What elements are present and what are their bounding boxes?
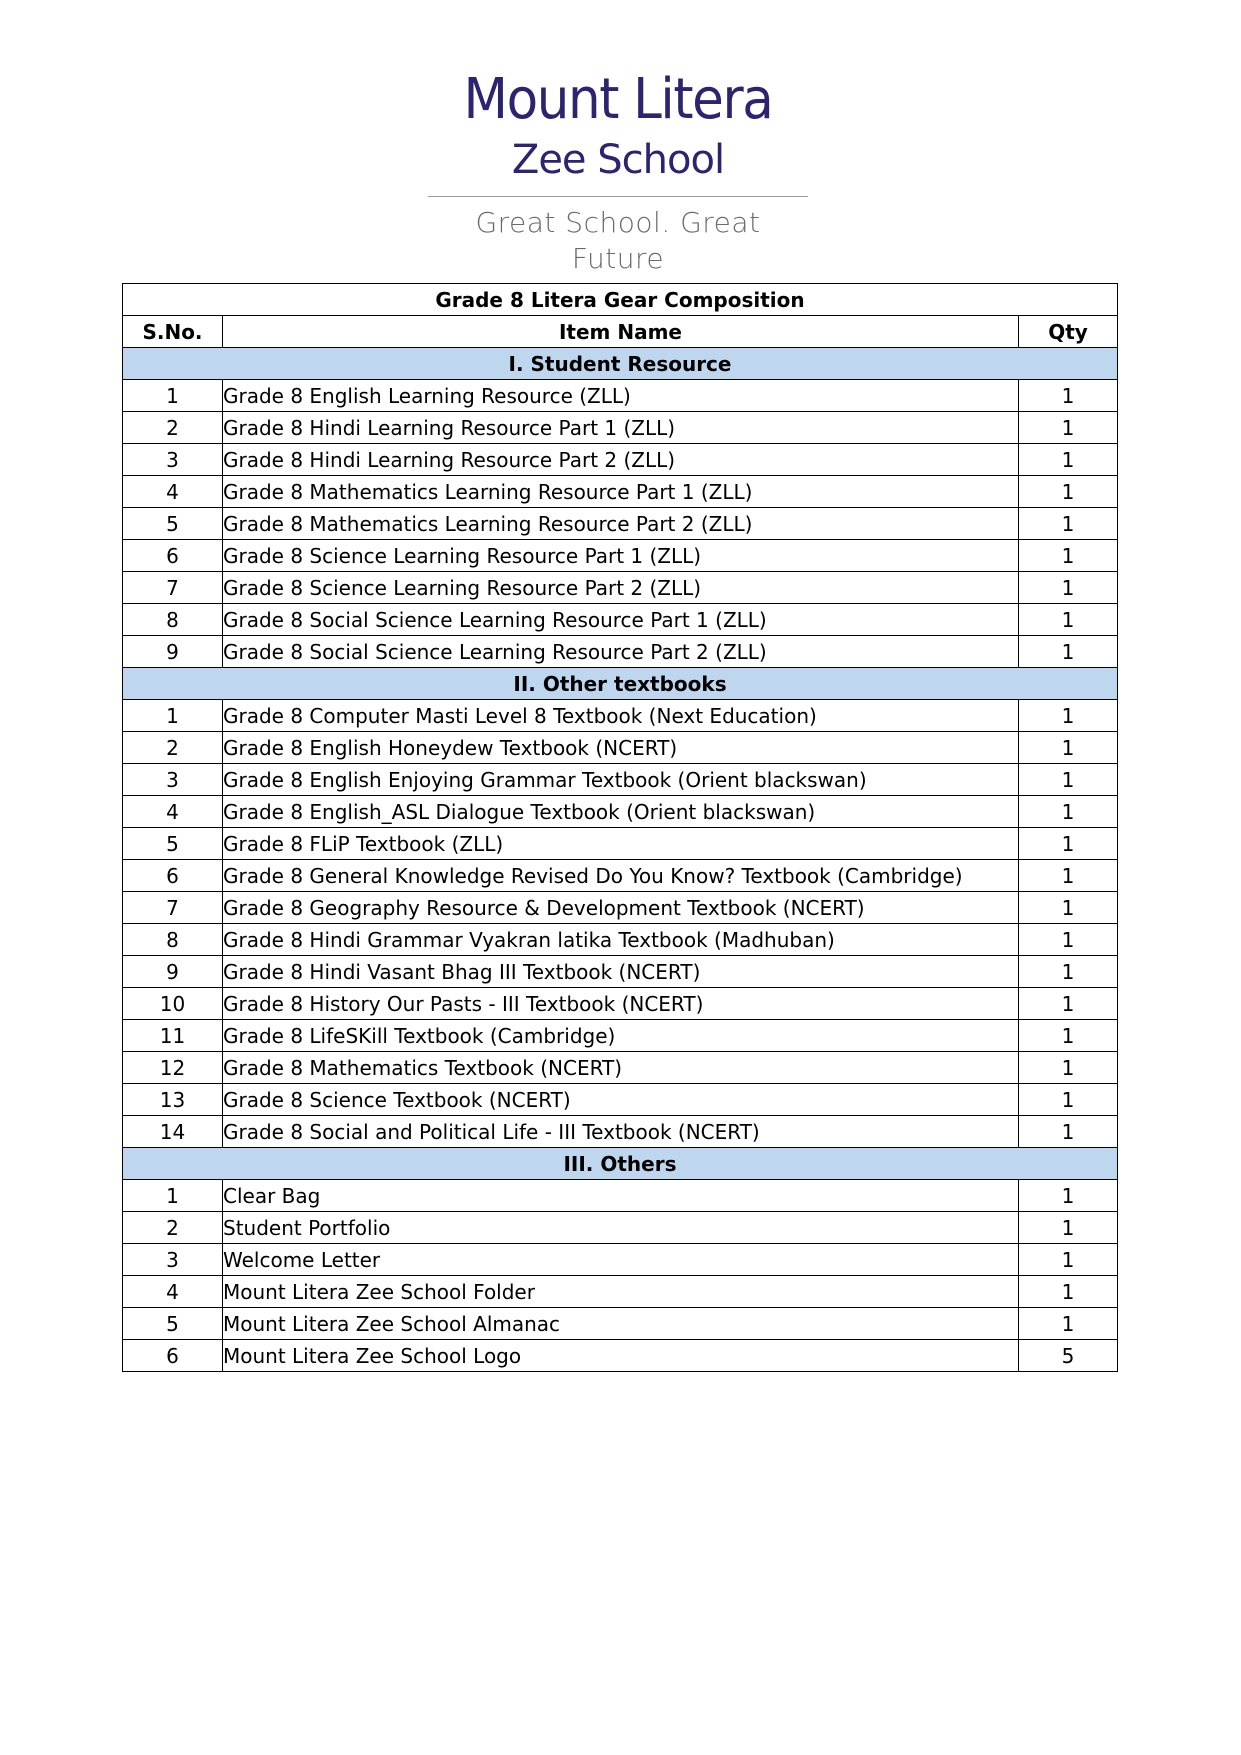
table-row [123, 732, 1118, 764]
row-sno: 3 [123, 764, 223, 796]
row-qty: 1 [1018, 796, 1117, 828]
row-qty: 1 [1018, 732, 1117, 764]
row-sno: 2 [123, 732, 223, 764]
row-qty: 5 [1018, 1340, 1117, 1372]
logo-divider [428, 196, 808, 197]
row-sno: 6 [123, 860, 223, 892]
row-sno: 11 [123, 1020, 223, 1052]
table-row [123, 1212, 1118, 1244]
row-item-name: Grade 8 Science Learning Resource Part 1 (ZLL) [223, 540, 1019, 572]
row-sno: 5 [123, 1308, 223, 1340]
row-sno: 1 [123, 700, 223, 732]
row-item-name: Grade 8 Mathematics Textbook (NCERT) [223, 1052, 1019, 1084]
row-qty: 1 [1018, 764, 1117, 796]
table-row [123, 604, 1118, 636]
table-row [123, 1020, 1118, 1052]
row-item-name: Clear Bag [223, 1180, 1019, 1212]
table-row [123, 1180, 1118, 1212]
table-row [123, 828, 1118, 860]
section-heading: III. Others [123, 1148, 1118, 1180]
table-row [123, 1116, 1118, 1148]
row-sno: 5 [123, 508, 223, 540]
table-body [123, 348, 1118, 1372]
row-qty: 1 [1018, 1212, 1117, 1244]
row-qty: 1 [1018, 924, 1117, 956]
row-sno: 2 [123, 1212, 223, 1244]
table-row [123, 860, 1118, 892]
table-row [123, 796, 1118, 828]
row-qty: 1 [1018, 1052, 1117, 1084]
table-row [123, 892, 1118, 924]
table-row [123, 1308, 1118, 1340]
table-row [123, 924, 1118, 956]
table-row [123, 1244, 1118, 1276]
table-row [123, 700, 1118, 732]
logo-name-line2: Zee School [511, 137, 725, 183]
row-qty: 1 [1018, 988, 1117, 1020]
table-row [123, 412, 1118, 444]
row-qty: 1 [1018, 860, 1117, 892]
table-row [123, 572, 1118, 604]
row-item-name: Grade 8 Computer Masti Level 8 Textbook (Next Education) [223, 700, 1019, 732]
row-qty: 1 [1018, 1020, 1117, 1052]
row-item-name: Grade 8 Hindi Learning Resource Part 1 (ZLL) [223, 412, 1019, 444]
section-heading: II. Other textbooks [123, 668, 1118, 700]
section-heading-row [123, 1148, 1118, 1180]
row-item-name: Grade 8 Mathematics Learning Resource Part 1 (ZLL) [223, 476, 1019, 508]
row-item-name: Grade 8 Mathematics Learning Resource Part 2 (ZLL) [223, 508, 1019, 540]
table-row [123, 508, 1118, 540]
table-row [123, 380, 1118, 412]
row-qty: 1 [1018, 572, 1117, 604]
section-heading-row [123, 668, 1118, 700]
row-qty: 1 [1018, 892, 1117, 924]
row-sno: 2 [123, 412, 223, 444]
section-heading-row [123, 348, 1118, 380]
row-sno: 4 [123, 796, 223, 828]
row-qty: 1 [1018, 828, 1117, 860]
row-item-name: Grade 8 Social Science Learning Resource Part 1 (ZLL) [223, 604, 1019, 636]
logo-tagline: Great School. Great Future [475, 206, 761, 275]
row-sno: 10 [123, 988, 223, 1020]
table-row [123, 444, 1118, 476]
row-qty: 1 [1018, 476, 1117, 508]
table-title-row [123, 284, 1118, 316]
row-sno: 4 [123, 1276, 223, 1308]
row-qty: 1 [1018, 1180, 1117, 1212]
school-logo [428, 67, 808, 275]
row-sno: 3 [123, 1244, 223, 1276]
section-heading: I. Student Resource [123, 348, 1118, 380]
row-sno: 4 [123, 476, 223, 508]
row-item-name: Welcome Letter [223, 1244, 1019, 1276]
row-item-name: Grade 8 General Knowledge Revised Do You Know? Textbook (Cambridge) [223, 860, 1019, 892]
row-qty: 1 [1018, 412, 1117, 444]
row-item-name: Mount Litera Zee School Almanac [223, 1308, 1019, 1340]
table-row [123, 1084, 1118, 1116]
row-qty: 1 [1018, 1244, 1117, 1276]
row-qty: 1 [1018, 508, 1117, 540]
row-sno: 14 [123, 1116, 223, 1148]
table-row [123, 956, 1118, 988]
row-item-name: Grade 8 Geography Resource & Development Textbook (NCERT) [223, 892, 1019, 924]
row-sno: 5 [123, 828, 223, 860]
gear-composition-table [122, 283, 1118, 1372]
table-row [123, 1276, 1118, 1308]
column-header-sno: S.No. [123, 316, 223, 348]
row-item-name: Grade 8 Hindi Grammar Vyakran latika Textbook (Madhuban) [223, 924, 1019, 956]
table-title: Grade 8 Litera Gear Composition [123, 284, 1118, 316]
row-item-name: Grade 8 Social and Political Life - III Textbook (NCERT) [223, 1116, 1019, 1148]
row-qty: 1 [1018, 700, 1117, 732]
row-qty: 1 [1018, 956, 1117, 988]
table-row [123, 764, 1118, 796]
row-item-name: Grade 8 English Enjoying Grammar Textbook (Orient blackswan) [223, 764, 1019, 796]
row-qty: 1 [1018, 604, 1117, 636]
row-item-name: Student Portfolio [223, 1212, 1019, 1244]
row-qty: 1 [1018, 444, 1117, 476]
row-sno: 8 [123, 924, 223, 956]
row-sno: 12 [123, 1052, 223, 1084]
row-sno: 7 [123, 892, 223, 924]
row-item-name: Grade 8 English Honeydew Textbook (NCERT) [223, 732, 1019, 764]
row-sno: 9 [123, 956, 223, 988]
row-item-name: Mount Litera Zee School Folder [223, 1276, 1019, 1308]
table-row [123, 636, 1118, 668]
column-header-qty: Qty [1018, 316, 1117, 348]
row-item-name: Grade 8 Science Textbook (NCERT) [223, 1084, 1019, 1116]
row-item-name: Grade 8 FLiP Textbook (ZLL) [223, 828, 1019, 860]
row-qty: 1 [1018, 1276, 1117, 1308]
row-item-name: Mount Litera Zee School Logo [223, 1340, 1019, 1372]
row-sno: 6 [123, 1340, 223, 1372]
row-qty: 1 [1018, 380, 1117, 412]
row-sno: 1 [123, 1180, 223, 1212]
table-row [123, 476, 1118, 508]
row-item-name: Grade 8 LifeSKill Textbook (Cambridge) [223, 1020, 1019, 1052]
row-sno: 13 [123, 1084, 223, 1116]
row-sno: 3 [123, 444, 223, 476]
row-sno: 7 [123, 572, 223, 604]
table-row [123, 540, 1118, 572]
table-row [123, 1052, 1118, 1084]
row-item-name: Grade 8 Social Science Learning Resource Part 2 (ZLL) [223, 636, 1019, 668]
column-header-item: Item Name [223, 316, 1019, 348]
row-sno: 9 [123, 636, 223, 668]
row-item-name: Grade 8 Hindi Learning Resource Part 2 (ZLL) [223, 444, 1019, 476]
table-header-row [123, 316, 1118, 348]
table-row [123, 988, 1118, 1020]
row-qty: 1 [1018, 1116, 1117, 1148]
row-sno: 8 [123, 604, 223, 636]
row-item-name: Grade 8 Science Learning Resource Part 2 (ZLL) [223, 572, 1019, 604]
row-qty: 1 [1018, 540, 1117, 572]
row-qty: 1 [1018, 1308, 1117, 1340]
row-item-name: Grade 8 Hindi Vasant Bhag III Textbook (NCERT) [223, 956, 1019, 988]
row-qty: 1 [1018, 1084, 1117, 1116]
logo-name-line1: Mount Litera [463, 67, 773, 132]
row-item-name: Grade 8 English Learning Resource (ZLL) [223, 380, 1019, 412]
table-row [123, 1340, 1118, 1372]
row-item-name: Grade 8 English_ASL Dialogue Textbook (Orient blackswan) [223, 796, 1019, 828]
row-sno: 6 [123, 540, 223, 572]
row-qty: 1 [1018, 636, 1117, 668]
row-item-name: Grade 8 History Our Pasts - III Textbook (NCERT) [223, 988, 1019, 1020]
row-sno: 1 [123, 380, 223, 412]
